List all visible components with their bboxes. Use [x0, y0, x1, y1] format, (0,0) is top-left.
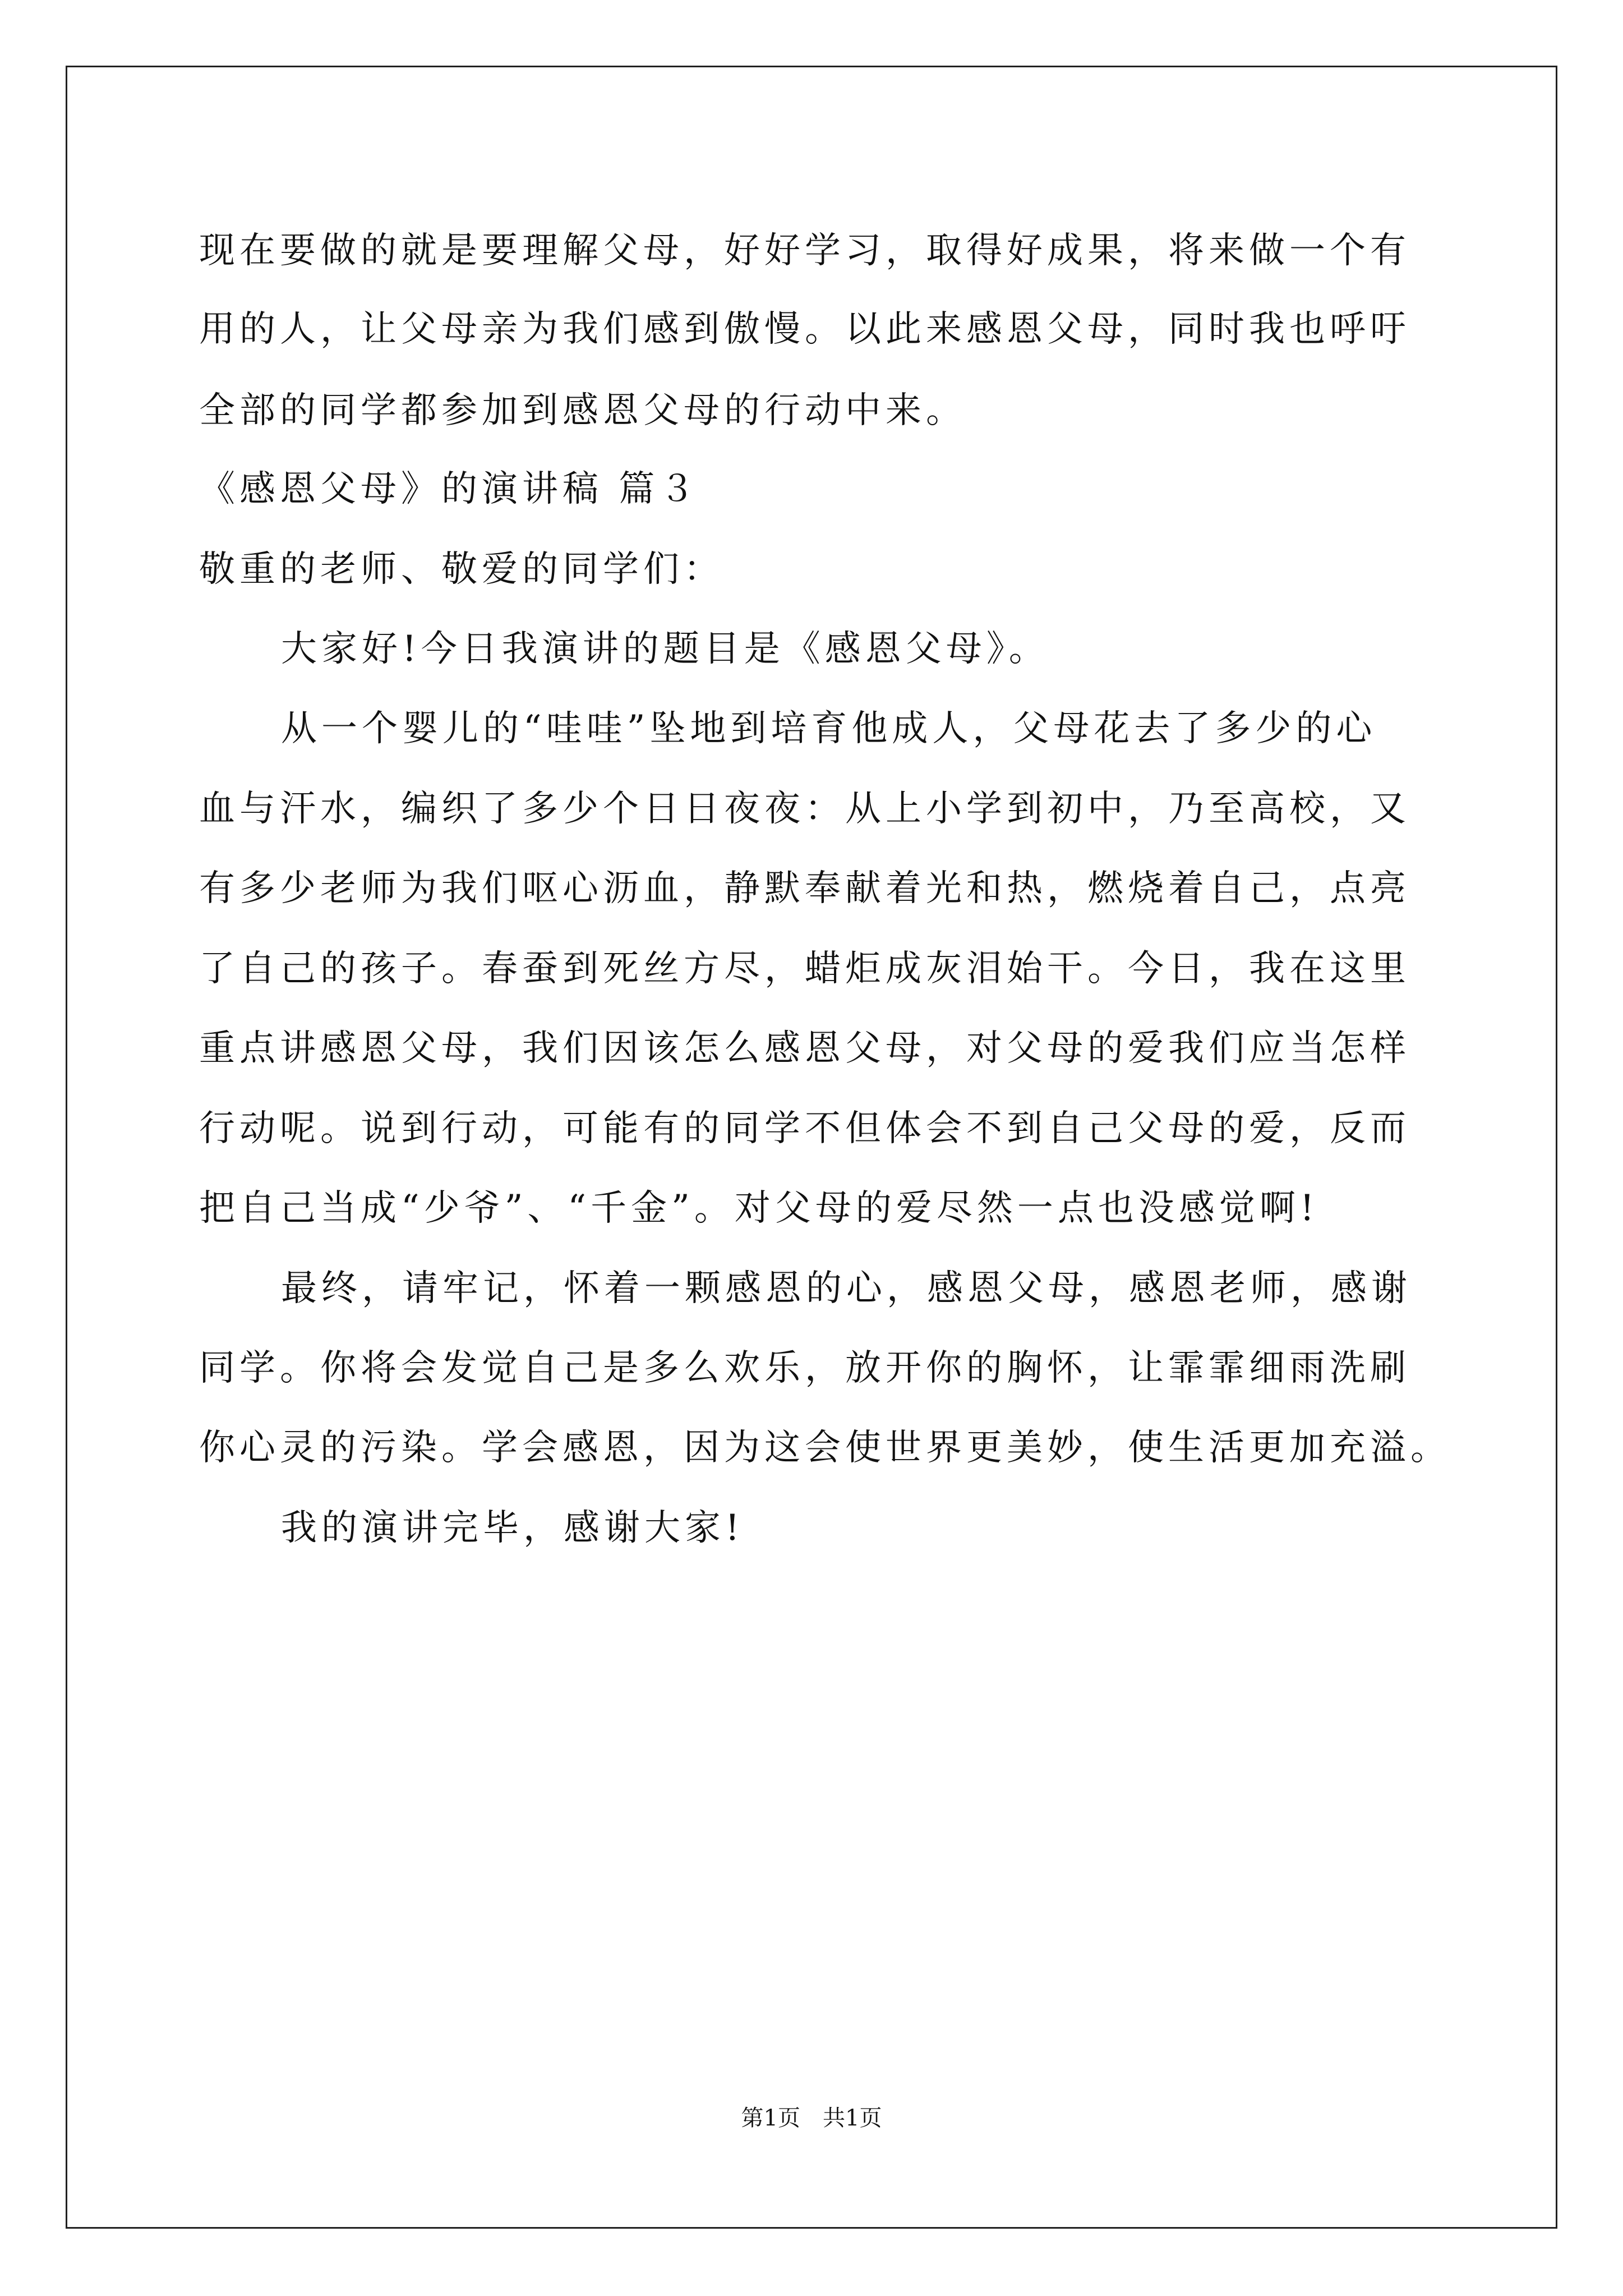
paragraph-line: 行动呢。说到行动，可能有的同学不但体会不到自己父母的爱，反而 — [199, 1108, 1410, 1149]
page-footer: 第1页 共1页 — [741, 2105, 882, 2131]
paragraph-line: 同学。你将会发觉自己是多么欢乐，放开你的胸怀，让霏霏细雨洗刷 — [199, 1347, 1410, 1389]
paragraph-line: 从一个婴儿的“哇哇”坠地到培育他成人，父母花去了多少的心 — [281, 708, 1377, 749]
paragraph-line: 现在要做的就是要理解父母，好好学习，取得好成果，将来做一个有 — [199, 230, 1410, 272]
paragraph-line: 你心灵的污染。学会感恩，因为这会使世界更美妙，使生活更加充溢。 — [199, 1427, 1451, 1469]
paragraph-line: 重点讲感恩父母，我们因该怎么感恩父母，对父母的爱我们应当怎样 — [199, 1028, 1410, 1069]
section-heading: 《感恩父母》的演讲稿 篇３ — [199, 468, 700, 510]
salutation: 敬重的老师、敬爱的同学们： — [199, 549, 724, 590]
paragraph-line: 全部的同学都参加到感恩父母的行动中来。 — [199, 390, 966, 431]
paragraph-line: 了自己的孩子。春蚕到死丝方尽，蜡炬成灰泪始干。今日，我在这里 — [199, 948, 1410, 990]
paragraph-line: 有多少老师为我们呕心沥血，静默奉献着光和热，燃烧着自己，点亮 — [199, 868, 1410, 909]
paragraph-line: 用的人，让父母亲为我们感到傲慢。以此来感恩父母，同时我也呼吁 — [199, 309, 1410, 350]
paragraph-line: 血与汗水，编织了多少个日日夜夜：从上小学到初中，乃至高校，又 — [199, 788, 1410, 830]
paragraph-line: 我的演讲完毕，感谢大家! — [281, 1507, 744, 1549]
paragraph-line: 把自己当成“少爷”、“千金”。对父母的爱尽然一点也没感觉啊! — [199, 1188, 1319, 1229]
paragraph-line: 大家好!今日我演讲的题目是《感恩父母》。 — [281, 628, 1049, 670]
paragraph-line: 最终，请牢记，怀着一颗感恩的心，感恩父母，感恩老师，感谢 — [281, 1268, 1412, 1309]
